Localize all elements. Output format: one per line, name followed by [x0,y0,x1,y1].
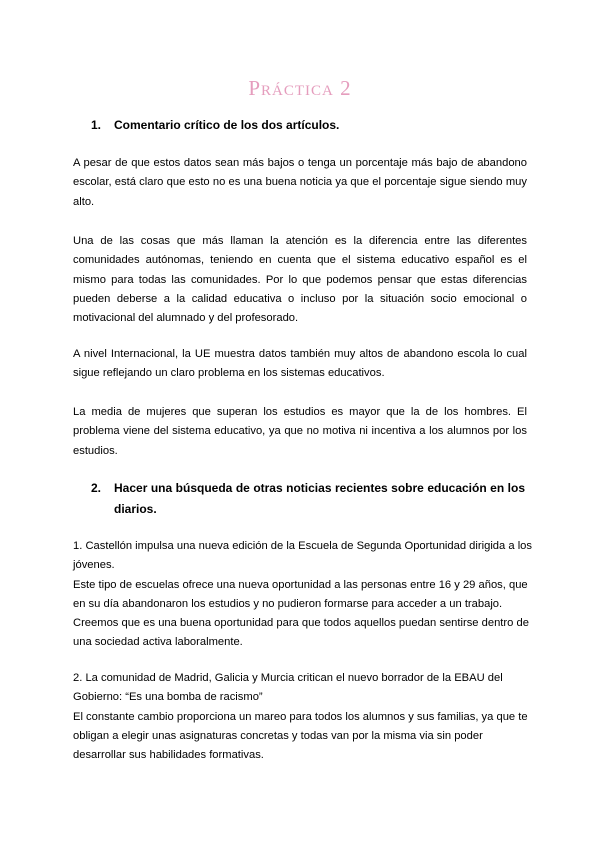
news-1-comment-2: Creemos que es una buena oportunidad para que todos aquellos puedan sentirse dentro de una sociedad activa laboralmente. [73,617,529,649]
section-1-heading-text: Comentario crítico de los dos artículos. [114,118,340,132]
section-1-paragraph-4: La media de mujeres que superan los estudios es mayor que la de los hombres. El problema viene del sistema educativo, ya que no motiva ni incentiva a los alumnos por los estudios. [73,406,527,457]
news-item-2 [73,669,533,765]
page-title: Práctica 2 [248,76,352,100]
news-item-1 [73,537,533,653]
news-1-headline: 1. Castellón impulsa una nueva edición de la Escuela de Segunda Oportunidad dirigida a los jóvenes. [73,540,532,572]
section-1-number: 1. [91,118,102,132]
section-1-paragraph-1: A pesar de que estos datos sean más bajos o tenga un porcentaje más bajo de abandono escolar, está claro que esto no es una buena noticia ya que el porcentaje sigue siendo muy alto. [73,157,527,208]
news-2-headline: 2. La comunidad de Madrid, Galicia y Murcia critican el nuevo borrador de la EBAU del Gobierno: “Es una bomba de racismo” [73,672,503,704]
section-2-number: 2. [91,481,102,495]
section-1-heading [91,115,527,136]
section-2-heading [91,478,527,520]
section-2-heading-text: Hacer una búsqueda de otras noticias recientes sobre educación en los diarios. [114,481,525,516]
news-2-comment: El constante cambio proporciona un mareo para todos los alumnos y sus familias, ya que te obligan a elegir unas asignaturas concretas y todas van por la misma via sin poder desarrollar sus habilidades formativas. [73,710,528,762]
section-1-paragraph-2: Una de las cosas que más llaman la atención es la diferencia entre las diferentes comunidades autónomas, teniendo en cuenta que el sistema educativo español es el mismo para todas las comunidades. Por lo que podemos pensar que estas diferencias pueden deberse a la calidad educativa o incluso por la situación socio emocional o motivacional del alumnado y del profesorado. [73,235,527,325]
news-1-comment-1: Este tipo de escuelas ofrece una nueva oportunidad a las personas entre 16 y 29 años, que en su día abandonaron los estudios y no pudieron formarse para acceder a un trabajo. [73,578,528,610]
section-1-paragraph-3: A nivel Internacional, la UE muestra datos también muy altos de abandono escola lo cual sigue reflejando un claro problema en los sistemas educativos. [73,348,527,380]
